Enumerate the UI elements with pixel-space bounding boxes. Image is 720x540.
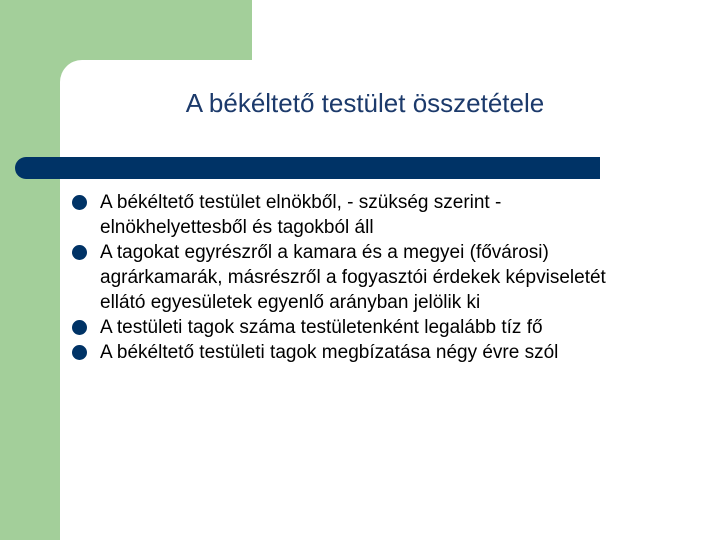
slide-title: A békéltető testület összetétele	[185, 88, 545, 118]
list-item	[70, 340, 650, 365]
list-item	[70, 315, 650, 340]
bullet-text: A testületi tagok száma testületenként legalább tíz fő	[100, 317, 543, 338]
green-left-band	[0, 0, 60, 540]
bullet-dot-icon	[72, 245, 87, 260]
bullet-text: A tagokat egyrészről a kamara és a megyei (fővárosi) agrárkamarák, másrészről a fogyasztói érdekek képviseletét ellátó egyesületek egyenlő arányban jelölik ki	[100, 242, 606, 313]
title-divider-bar	[15, 157, 600, 179]
bullet-dot-icon	[72, 320, 87, 335]
bullet-text: A békéltető testületi tagok megbízatása négy évre szól	[100, 342, 559, 363]
bullet-dot-icon	[72, 345, 87, 360]
bullet-text: A békéltető testület elnökből, - szükség szerint - elnökhelyettesből és tagokból áll	[100, 192, 502, 238]
bullet-list	[70, 190, 650, 365]
list-item	[70, 240, 650, 315]
bullet-dot-icon	[72, 195, 87, 210]
list-item	[70, 190, 650, 240]
